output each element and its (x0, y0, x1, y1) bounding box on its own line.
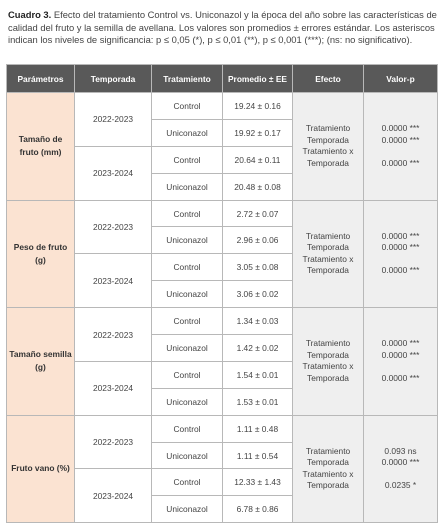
table-body (7, 93, 438, 523)
mean-se-cell: 1.53 ± 0.01 (223, 388, 293, 415)
treatment-cell: Uniconazol (152, 281, 223, 308)
parameter-cell: Fruto vano (%) (7, 415, 75, 523)
effect-label: Tratamiento (305, 445, 351, 456)
treatment-cell: Control (152, 308, 223, 335)
mean-se-cell: 3.06 ± 0.02 (223, 281, 293, 308)
results-table (6, 64, 438, 523)
mean-se-cell: 20.64 ± 0.11 (223, 146, 293, 173)
header-temporada: Temporada (75, 65, 152, 93)
mean-se-cell: 19.92 ± 0.17 (223, 119, 293, 146)
mean-se-cell: 19.24 ± 0.16 (223, 93, 293, 120)
parameter-cell: Tamaño semilla (g) (7, 308, 75, 416)
pvalue-cell (364, 200, 438, 308)
pvalue-label: 0.0000 *** (381, 349, 420, 360)
treatment-cell: Control (152, 361, 223, 388)
mean-se-cell: 1.54 ± 0.01 (223, 361, 293, 388)
pvalue-cell (364, 308, 438, 416)
pvalue-label: 0.0000 *** (381, 230, 420, 241)
effect-label: Temporada (307, 349, 349, 360)
pvalue-label: 0.0000 *** (381, 157, 420, 168)
mean-se-cell: 1.11 ± 0.54 (223, 442, 293, 469)
effect-label: Tratamiento (305, 123, 351, 134)
effect-label: Tratamiento x Temporada (302, 468, 354, 491)
mean-se-cell: 6.78 ± 0.86 (223, 496, 293, 523)
effect-label: Tratamiento x Temporada (302, 146, 354, 168)
treatment-cell: Control (152, 415, 223, 442)
table-row (7, 415, 438, 442)
season-cell: 2022-2023 (75, 415, 152, 469)
header-valor-p: Valor-p (364, 65, 438, 93)
mean-se-cell: 1.34 ± 0.03 (223, 308, 293, 335)
treatment-cell: Uniconazol (152, 442, 223, 469)
mean-se-cell: 3.05 ± 0.08 (223, 254, 293, 281)
table-caption (8, 9, 438, 47)
effect-label: Tratamiento x Temporada (302, 361, 354, 383)
season-cell: 2023-2024 (75, 146, 152, 200)
treatment-cell: Control (152, 146, 223, 173)
mean-se-cell: 12.33 ± 1.43 (223, 469, 293, 496)
mean-se-cell: 1.11 ± 0.48 (223, 415, 293, 442)
table-header-row (7, 65, 438, 93)
season-cell: 2022-2023 (75, 200, 152, 254)
effect-label: Temporada (307, 457, 349, 468)
header-promedio: Promedio ± EE (223, 65, 293, 93)
caption-text: Efecto del tratamiento Control vs. Uniconazol y la época del año sobre las características de calidad del fruto y la semilla de avellana. Los valores son promedios ± errores estándar. Los asteriscos indican los niveles de significancia: p ≤ 0,05 (*), p ≤ 0,01 (**), p ≤ 0,001 (***); (ns: no significativo). (8, 9, 437, 46)
pvalue-label: 0.0000 *** (381, 242, 420, 253)
treatment-cell: Control (152, 254, 223, 281)
effect-label: Tratamiento (305, 338, 351, 349)
mean-se-cell: 2.72 ± 0.07 (223, 200, 293, 227)
parameter-cell: Peso de fruto (g) (7, 200, 75, 308)
treatment-cell: Control (152, 93, 223, 120)
pvalue-cell (364, 93, 438, 201)
season-cell: 2023-2024 (75, 254, 152, 308)
effect-cell (293, 93, 364, 201)
caption-label: Cuadro 3. (8, 9, 52, 20)
effect-label: Tratamiento x Temporada (302, 253, 354, 276)
effect-label: Temporada (307, 242, 349, 253)
treatment-cell: Uniconazol (152, 335, 223, 362)
pvalue-label: 0.0000 *** (381, 457, 420, 468)
season-cell: 2023-2024 (75, 361, 152, 415)
treatment-cell: Uniconazol (152, 496, 223, 523)
effect-cell (293, 308, 364, 416)
effect-label: Temporada (307, 134, 349, 145)
treatment-cell: Control (152, 469, 223, 496)
mean-se-cell: 1.42 ± 0.02 (223, 335, 293, 362)
pvalue-label: 0.0000 *** (381, 265, 420, 276)
effect-label: Tratamiento (305, 230, 351, 241)
effect-cell (293, 415, 364, 523)
pvalue-label: 0.0000 *** (381, 123, 420, 134)
header-parametros: Parámetros (7, 65, 75, 93)
pvalue-label: 0.0000 *** (381, 372, 420, 383)
table-row (7, 93, 438, 120)
treatment-cell: Uniconazol (152, 119, 223, 146)
mean-se-cell: 20.48 ± 0.08 (223, 173, 293, 200)
pvalue-label: 0.0235 * (384, 480, 417, 491)
table-row (7, 200, 438, 227)
season-cell: 2022-2023 (75, 93, 152, 147)
mean-se-cell: 2.96 ± 0.06 (223, 227, 293, 254)
treatment-cell: Control (152, 200, 223, 227)
table-row (7, 308, 438, 335)
header-tratamiento: Tratamiento (152, 65, 223, 93)
parameter-cell: Tamaño de fruto (mm) (7, 93, 75, 201)
season-cell: 2023-2024 (75, 469, 152, 523)
treatment-cell: Uniconazol (152, 227, 223, 254)
pvalue-cell (364, 415, 438, 523)
pvalue-label: 0.0000 *** (381, 338, 420, 349)
header-efecto: Efecto (293, 65, 364, 93)
pvalue-label: 0.093 ns (384, 445, 417, 456)
treatment-cell: Uniconazol (152, 173, 223, 200)
season-cell: 2022-2023 (75, 308, 152, 362)
pvalue-label: 0.0000 *** (381, 134, 420, 145)
treatment-cell: Uniconazol (152, 388, 223, 415)
effect-cell (293, 200, 364, 308)
